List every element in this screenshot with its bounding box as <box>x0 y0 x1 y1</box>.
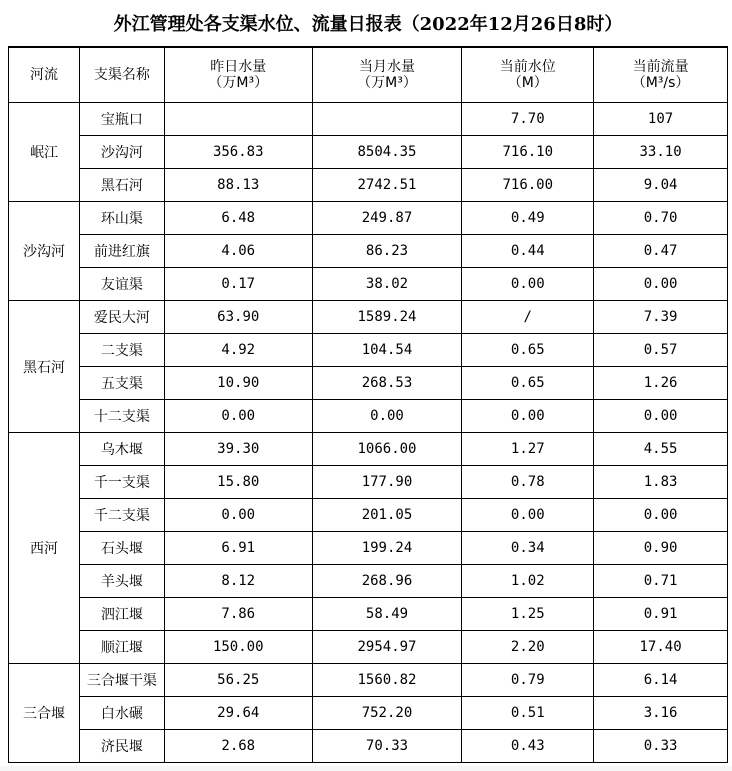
yesterday-volume-cell: 7.86 <box>164 598 312 631</box>
water-level-cell: 0.43 <box>462 730 594 763</box>
branch-name-cell: 顺江堰 <box>79 631 164 664</box>
flow-rate-cell: 33.10 <box>594 136 728 169</box>
water-level-cell: 0.34 <box>462 532 594 565</box>
sheet-bottom-edge <box>0 766 732 771</box>
river-cell: 西河 <box>9 433 80 664</box>
table-row <box>9 169 728 202</box>
flow-rate-cell: 0.00 <box>594 499 728 532</box>
table-row <box>9 334 728 367</box>
branch-name-cell: 黑石河 <box>79 169 164 202</box>
month-volume-cell: 8504.35 <box>312 136 462 169</box>
water-level-cell: 716.10 <box>462 136 594 169</box>
flow-rate-cell: 0.00 <box>594 400 728 433</box>
yesterday-volume-cell: 4.06 <box>164 235 312 268</box>
branch-name-cell: 三合堰干渠 <box>79 664 164 697</box>
yesterday-volume-cell: 88.13 <box>164 169 312 202</box>
header-row <box>9 48 728 103</box>
water-level-cell: 716.00 <box>462 169 594 202</box>
flow-rate-cell: 0.71 <box>594 565 728 598</box>
flow-rate-cell: 0.33 <box>594 730 728 763</box>
flow-rate-cell: 17.40 <box>594 631 728 664</box>
month-volume-cell: 1560.82 <box>312 664 462 697</box>
water-level-cell: 1.25 <box>462 598 594 631</box>
flow-rate-cell: 1.26 <box>594 367 728 400</box>
water-level-cell: 2.20 <box>462 631 594 664</box>
month-volume-cell: 70.33 <box>312 730 462 763</box>
month-volume-cell: 0.00 <box>312 400 462 433</box>
branch-name-cell: 宝瓶口 <box>79 103 164 136</box>
branch-name-cell: 环山渠 <box>79 202 164 235</box>
table-row <box>9 433 728 466</box>
flow-rate-cell: 0.57 <box>594 334 728 367</box>
water-level-cell: 1.27 <box>462 433 594 466</box>
branch-name-cell: 沙沟河 <box>79 136 164 169</box>
branch-name-cell: 友谊渠 <box>79 268 164 301</box>
water-level-cell: / <box>462 301 594 334</box>
table-row <box>9 400 728 433</box>
table-row <box>9 466 728 499</box>
table-row <box>9 499 728 532</box>
branch-name-cell: 二支渠 <box>79 334 164 367</box>
water-level-cell: 0.79 <box>462 664 594 697</box>
yesterday-volume-cell: 63.90 <box>164 301 312 334</box>
water-level-cell: 0.78 <box>462 466 594 499</box>
flow-rate-cell: 0.91 <box>594 598 728 631</box>
branch-name-cell: 前进红旗 <box>79 235 164 268</box>
water-level-cell: 0.44 <box>462 235 594 268</box>
header-river: 河流 <box>9 48 80 103</box>
yesterday-volume-cell: 6.48 <box>164 202 312 235</box>
month-volume-cell: 199.24 <box>312 532 462 565</box>
report-table <box>8 47 728 763</box>
yesterday-volume-cell: 0.00 <box>164 499 312 532</box>
month-volume-cell: 268.96 <box>312 565 462 598</box>
month-volume-cell: 2954.97 <box>312 631 462 664</box>
flow-rate-cell: 0.00 <box>594 268 728 301</box>
branch-name-cell: 白水碾 <box>79 697 164 730</box>
yesterday-volume-cell: 150.00 <box>164 631 312 664</box>
water-level-cell: 0.49 <box>462 202 594 235</box>
yesterday-volume-cell: 10.90 <box>164 367 312 400</box>
month-volume-cell: 2742.51 <box>312 169 462 202</box>
branch-name-cell: 济民堰 <box>79 730 164 763</box>
month-volume-cell: 58.49 <box>312 598 462 631</box>
header-branch: 支渠名称 <box>79 48 164 103</box>
report-sheet <box>8 0 728 771</box>
water-level-cell: 0.65 <box>462 367 594 400</box>
branch-name-cell: 千二支渠 <box>79 499 164 532</box>
month-volume-cell: 201.05 <box>312 499 462 532</box>
month-volume-cell: 1066.00 <box>312 433 462 466</box>
header-yesterday-volume: 昨日水量 （万M³） <box>164 48 312 103</box>
report-title: 外江管理处各支渠水位、流量日报表（2022年12月26日8时） <box>113 14 623 35</box>
table-row <box>9 103 728 136</box>
yesterday-volume-cell: 356.83 <box>164 136 312 169</box>
branch-name-cell: 泗江堰 <box>79 598 164 631</box>
water-level-cell: 0.65 <box>462 334 594 367</box>
month-volume-cell: 177.90 <box>312 466 462 499</box>
water-level-cell: 0.51 <box>462 697 594 730</box>
table-row <box>9 301 728 334</box>
yesterday-volume-cell <box>164 103 312 136</box>
branch-name-cell: 五支渠 <box>79 367 164 400</box>
water-level-cell: 1.02 <box>462 565 594 598</box>
yesterday-volume-cell: 0.00 <box>164 400 312 433</box>
flow-rate-cell: 107 <box>594 103 728 136</box>
flow-rate-cell: 6.14 <box>594 664 728 697</box>
table-row <box>9 697 728 730</box>
month-volume-cell: 86.23 <box>312 235 462 268</box>
table-row <box>9 532 728 565</box>
table-row <box>9 268 728 301</box>
yesterday-volume-cell: 29.64 <box>164 697 312 730</box>
table-row <box>9 631 728 664</box>
flow-rate-cell: 0.47 <box>594 235 728 268</box>
flow-rate-cell: 3.16 <box>594 697 728 730</box>
yesterday-volume-cell: 15.80 <box>164 466 312 499</box>
yesterday-volume-cell: 0.17 <box>164 268 312 301</box>
river-cell: 岷江 <box>9 103 80 202</box>
branch-name-cell: 千一支渠 <box>79 466 164 499</box>
table-row <box>9 136 728 169</box>
month-volume-cell: 104.54 <box>312 334 462 367</box>
table-row <box>9 202 728 235</box>
month-volume-cell: 752.20 <box>312 697 462 730</box>
month-volume-cell: 38.02 <box>312 268 462 301</box>
water-level-cell: 0.00 <box>462 268 594 301</box>
river-cell: 沙沟河 <box>9 202 80 301</box>
water-level-cell: 0.00 <box>462 499 594 532</box>
yesterday-volume-cell: 8.12 <box>164 565 312 598</box>
flow-rate-cell: 7.39 <box>594 301 728 334</box>
flow-rate-cell: 9.04 <box>594 169 728 202</box>
month-volume-cell: 249.87 <box>312 202 462 235</box>
report-body <box>9 103 728 763</box>
yesterday-volume-cell: 39.30 <box>164 433 312 466</box>
table-row <box>9 598 728 631</box>
flow-rate-cell: 4.55 <box>594 433 728 466</box>
water-level-cell: 7.70 <box>462 103 594 136</box>
header-month-volume: 当月水量 （万M³） <box>312 48 462 103</box>
yesterday-volume-cell: 4.92 <box>164 334 312 367</box>
yesterday-volume-cell: 2.68 <box>164 730 312 763</box>
flow-rate-cell: 0.90 <box>594 532 728 565</box>
table-row <box>9 664 728 697</box>
flow-rate-cell: 1.83 <box>594 466 728 499</box>
water-level-cell: 0.00 <box>462 400 594 433</box>
river-cell: 黑石河 <box>9 301 80 433</box>
month-volume-cell <box>312 103 462 136</box>
yesterday-volume-cell: 56.25 <box>164 664 312 697</box>
branch-name-cell: 十二支渠 <box>79 400 164 433</box>
flow-rate-cell: 0.70 <box>594 202 728 235</box>
branch-name-cell: 石头堰 <box>79 532 164 565</box>
river-cell: 三合堰 <box>9 664 80 763</box>
table-row <box>9 730 728 763</box>
header-water-level: 当前水位 （M） <box>462 48 594 103</box>
yesterday-volume-cell: 6.91 <box>164 532 312 565</box>
table-row <box>9 367 728 400</box>
month-volume-cell: 268.53 <box>312 367 462 400</box>
branch-name-cell: 羊头堰 <box>79 565 164 598</box>
table-row <box>9 565 728 598</box>
header-flow-rate: 当前流量 （M³/s） <box>594 48 728 103</box>
branch-name-cell: 爱民大河 <box>79 301 164 334</box>
table-row <box>9 235 728 268</box>
month-volume-cell: 1589.24 <box>312 301 462 334</box>
branch-name-cell: 乌木堰 <box>79 433 164 466</box>
